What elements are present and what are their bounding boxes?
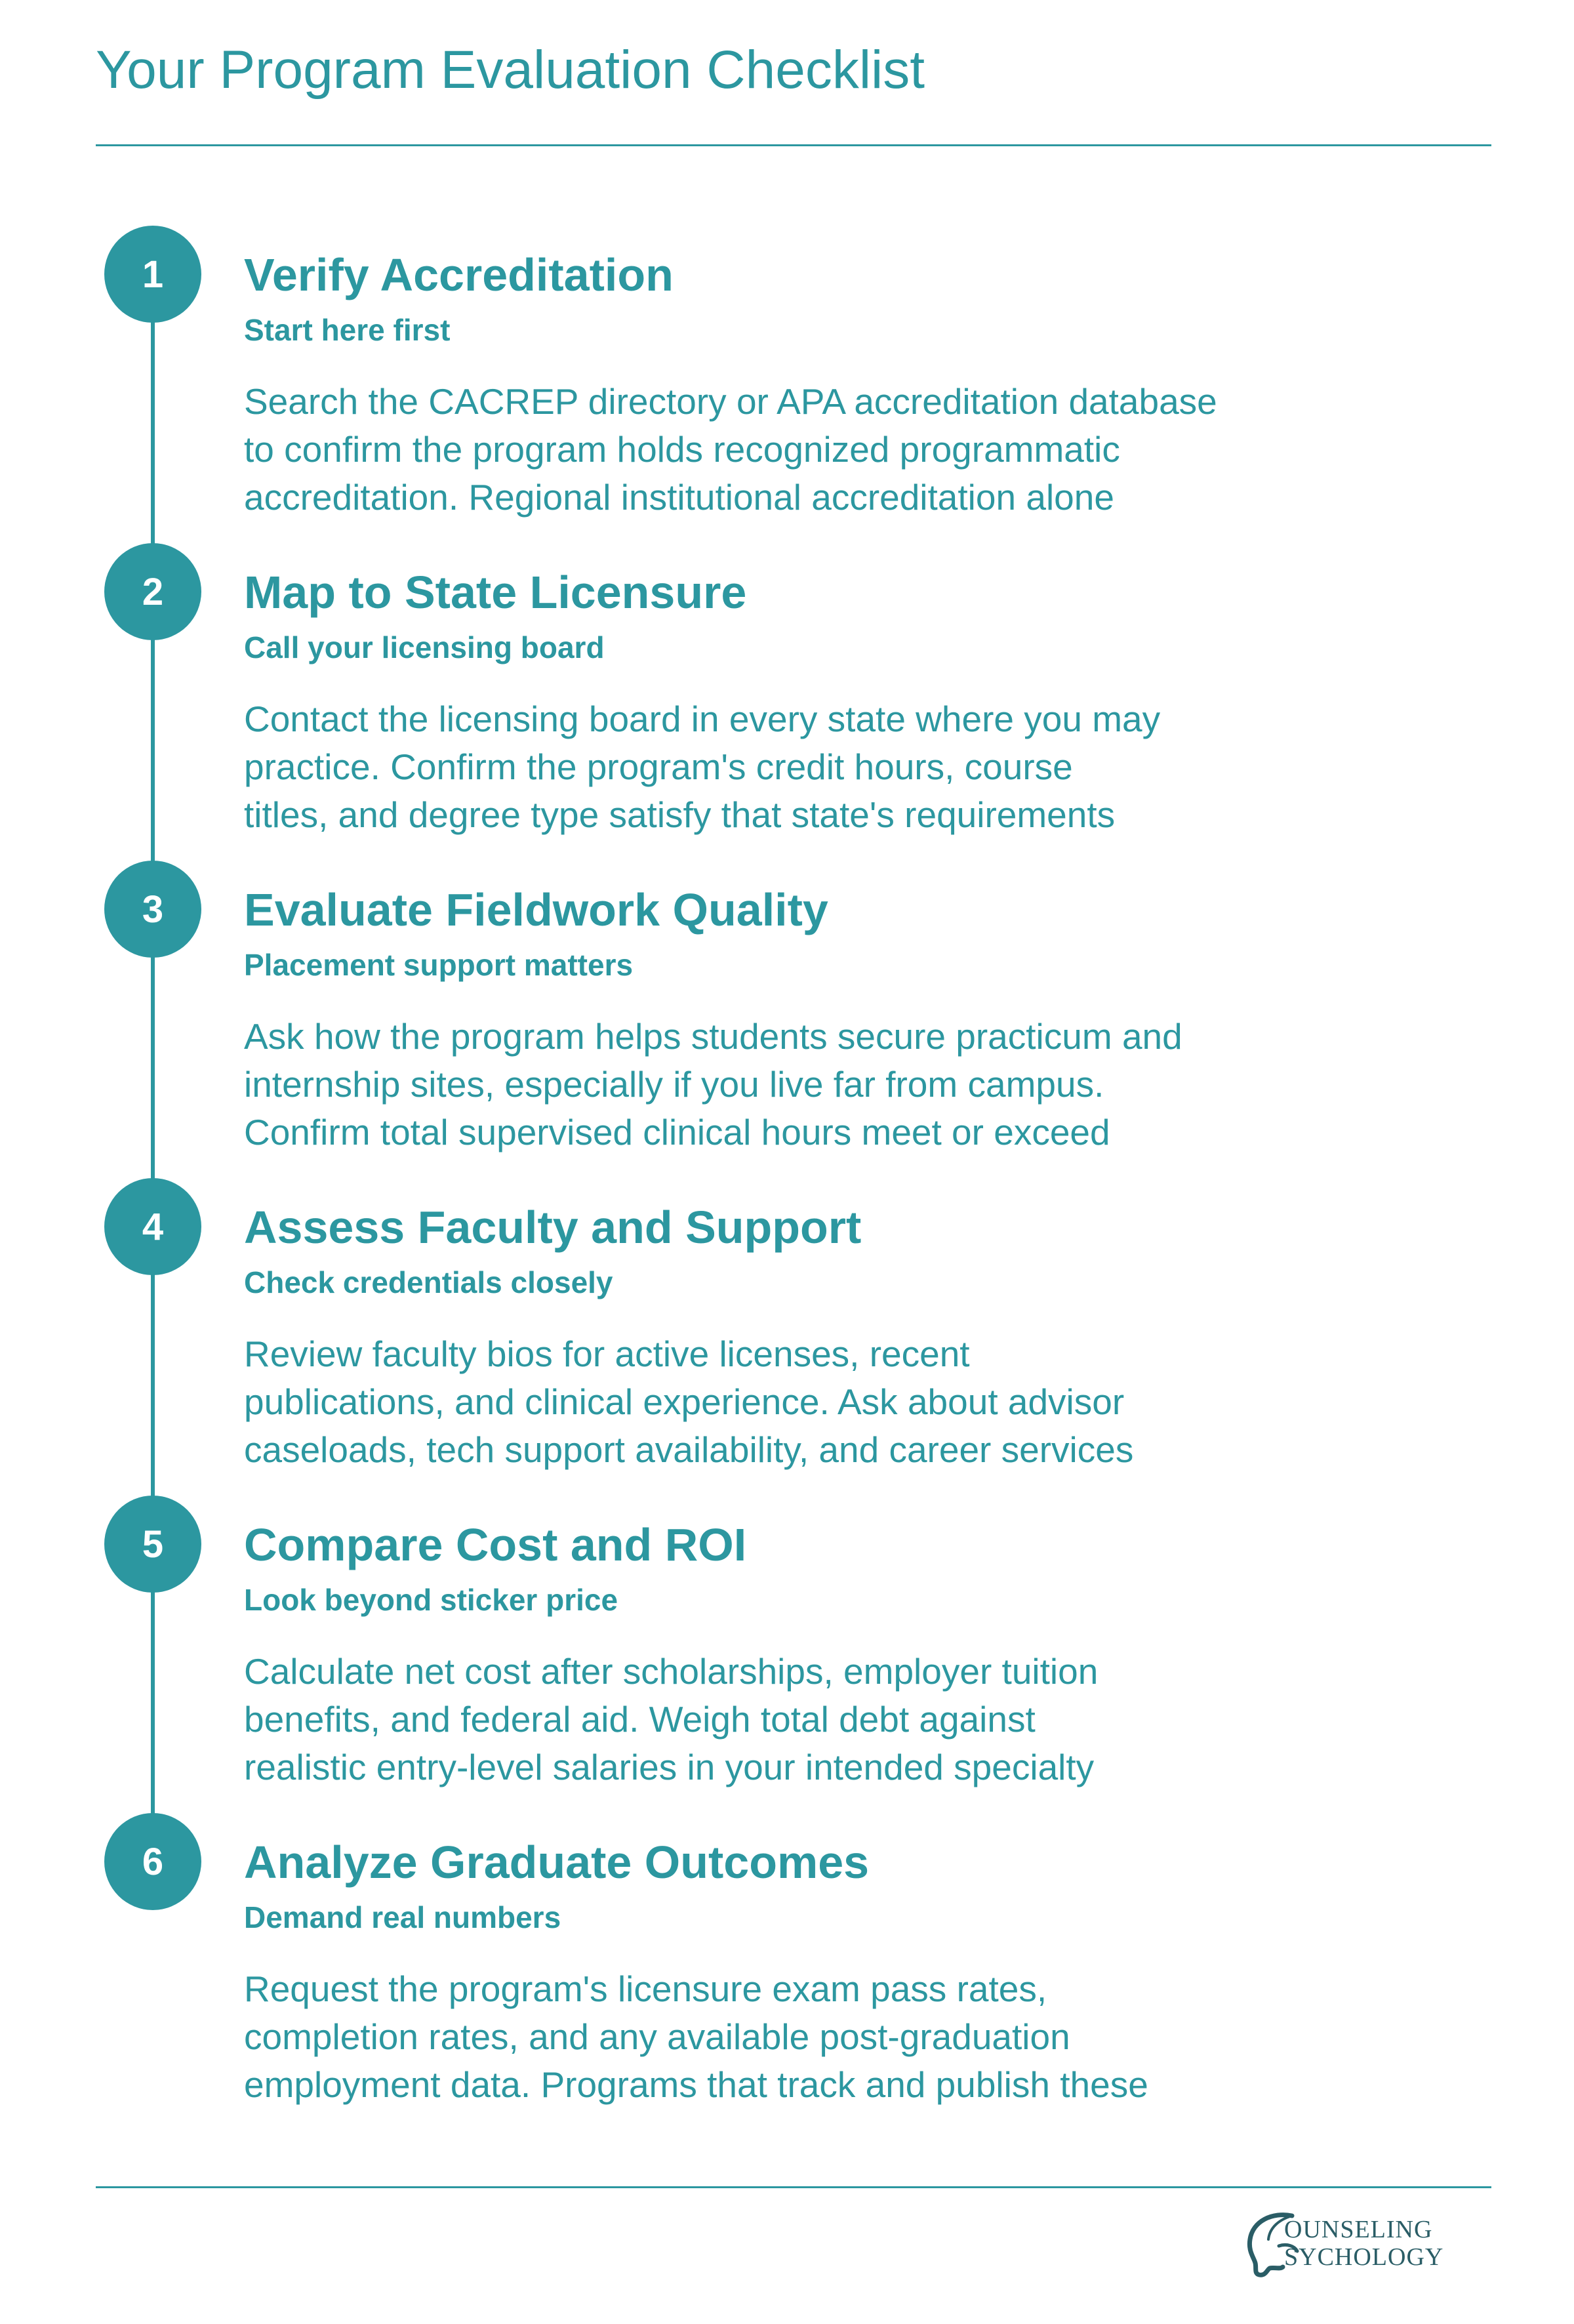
step-description-line: employment data. Programs that track and publish these [244, 2064, 1148, 2105]
step-description-line: accreditation. Regional institutional accreditation alone [244, 477, 1114, 518]
logo-wordmark-line1: OUNSELING [1284, 2216, 1433, 2243]
step-title: Assess Faculty and Support [244, 1202, 862, 1253]
step-subtitle: Start here first [244, 313, 451, 347]
counseling-psychology-logo [1241, 2205, 1491, 2284]
step-description-line: practice. Confirm the program's credit hours, course [244, 746, 1073, 787]
step-description [244, 1965, 1326, 2109]
step-title: Verify Accreditation [244, 249, 674, 300]
step-description-line: titles, and degree type satisfy that state's requirements [244, 794, 1116, 835]
step-description-line: caseloads, tech support availability, and career services [244, 1429, 1134, 1470]
step-number-badge: 5 [104, 1496, 201, 1593]
step-title: Analyze Graduate Outcomes [244, 1837, 870, 1888]
step-description-line: realistic entry-level salaries in your intended specialty [244, 1747, 1095, 1787]
step-description-line: to confirm the program holds recognized programmatic [244, 429, 1120, 470]
checklist-step [0, 861, 1574, 1178]
step-number-badge: 6 [104, 1813, 201, 1910]
step-number-badge: 4 [104, 1178, 201, 1275]
step-description [244, 1330, 1326, 1474]
step-description-line: Calculate net cost after scholarships, employer tuition [244, 1651, 1099, 1692]
step-description [244, 1648, 1326, 1791]
step-subtitle: Demand real numbers [244, 1900, 561, 1934]
step-description-line: Ask how the program helps students secure practicum and [244, 1016, 1182, 1057]
checklist-step [0, 1178, 1574, 1496]
checklist-step [0, 1813, 1574, 2130]
step-description-line: Review faculty bios for active licenses, recent [244, 1334, 970, 1374]
step-description-line: Confirm total supervised clinical hours meet or exceed [244, 1112, 1110, 1152]
step-number-badge: 1 [104, 226, 201, 323]
bottom-divider [96, 2186, 1491, 2188]
step-description-line: internship sites, especially if you live far from campus. [244, 1064, 1104, 1105]
step-description-line: Contact the licensing board in every state where you may [244, 699, 1161, 739]
step-description-line: benefits, and federal aid. Weigh total debt against [244, 1699, 1036, 1740]
step-subtitle: Check credentials closely [244, 1265, 613, 1299]
step-description [244, 695, 1326, 839]
step-number-badge: 2 [104, 543, 201, 640]
step-subtitle: Placement support matters [244, 948, 634, 982]
step-number-badge: 3 [104, 861, 201, 958]
step-title: Compare Cost and ROI [244, 1519, 747, 1570]
step-subtitle: Call your licensing board [244, 630, 605, 664]
step-description [244, 378, 1326, 521]
step-title: Map to State Licensure [244, 567, 747, 618]
step-description-line: publications, and clinical experience. Ask about advisor [244, 1381, 1125, 1422]
page-title: Your Program Evaluation Checklist [96, 40, 925, 100]
logo-wordmark-line2: SYCHOLOGY [1284, 2243, 1444, 2271]
step-description-line: Search the CACREP directory or APA accreditation database [244, 381, 1217, 422]
checklist-step [0, 226, 1574, 543]
checklist-step [0, 543, 1574, 861]
step-description-line: completion rates, and any available post-graduation [244, 2016, 1070, 2057]
checklist-step [0, 1496, 1574, 1813]
step-description [244, 1013, 1326, 1156]
step-description-line: Request the program's licensure exam pass rates, [244, 1968, 1047, 2009]
top-divider [96, 144, 1491, 146]
step-subtitle: Look beyond sticker price [244, 1583, 618, 1617]
step-title: Evaluate Fieldwork Quality [244, 884, 828, 935]
